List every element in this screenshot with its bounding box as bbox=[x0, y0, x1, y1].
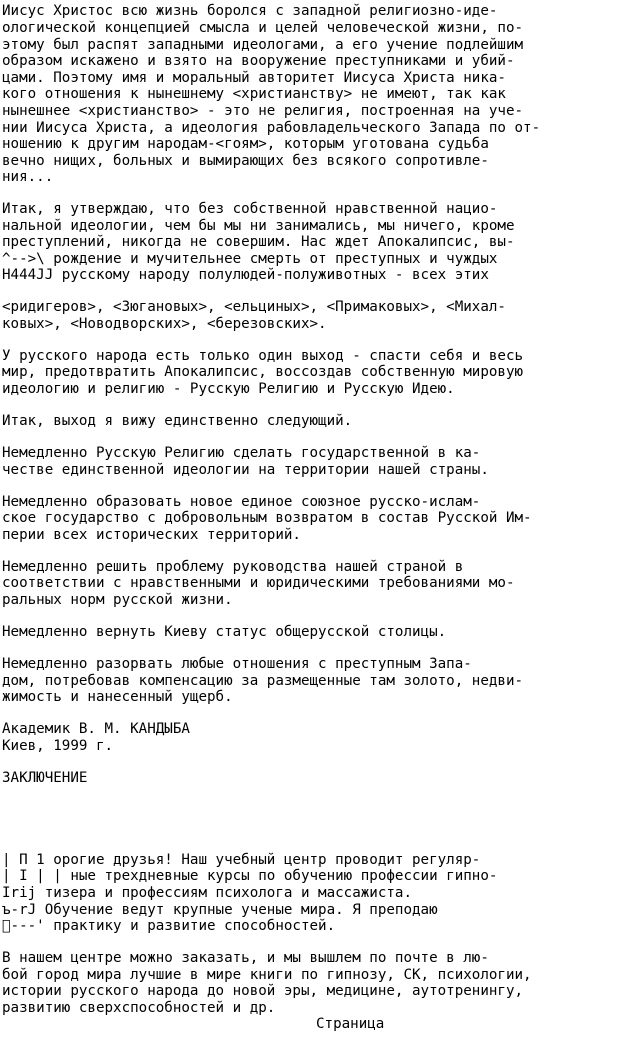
text-line: ское государство с добровольным возвратом в состав Русской Им- bbox=[2, 510, 532, 526]
text-line: истории русского народа до новой эры, медицине, аутотренингу, bbox=[2, 983, 524, 999]
author-name: Академик В. М. КАНДЫБА bbox=[2, 721, 190, 737]
text-line: честве единственной идеологии на территории нашей страны. bbox=[2, 462, 489, 478]
text-line: кого отношения к нынешнему <христианству> не имеют, так как bbox=[2, 86, 506, 102]
text-line: жимость и нанесенный ущерб. bbox=[2, 689, 233, 705]
text-line: дом, потребовав компенсацию за размещенные там золото, недви- bbox=[2, 673, 524, 689]
place-date: Киев, 1999 г. bbox=[2, 738, 114, 754]
text-line: образом искажено и взято на вооружение преступниками и убий- bbox=[2, 53, 515, 69]
text-line: вечно нищих, больных и вымирающих без всякого сопротивле- bbox=[2, 153, 489, 169]
text-line: преступлений, никогда не совершим. Нас ждет Апокалипсис, вы- bbox=[2, 234, 515, 250]
page-footer: Страница bbox=[316, 1016, 385, 1032]
text-line: ъ-rJ Обучение ведут крупные ученые мира. Я преподаю bbox=[2, 902, 438, 918]
text-line: В нашем центре можно заказать, и мы вышлем по почте в лю- bbox=[2, 950, 489, 966]
text-line: Немедленно разорвать любые отношения с преступным Запа- bbox=[2, 656, 472, 672]
text-line: Немедленно образовать новое единое союзное русско-ислам- bbox=[2, 494, 481, 510]
text-line: Немедленно решить проблему руководства нашей страной в bbox=[2, 559, 464, 575]
text-line: мир, предотвратить Апокалипсис, воссоздав собственную мировую bbox=[2, 364, 524, 380]
text-line: ношению к другим народам-<гоям>, которым уготована судьба bbox=[2, 136, 489, 152]
text-line: этому был распят западными идеологами, а его учение подлейшим bbox=[2, 37, 524, 53]
text-line: перии всех исторических территорий. bbox=[2, 527, 301, 543]
text-line: Иисус Христос всю жизнь боролся с западной религиозно-иде- bbox=[2, 3, 498, 19]
text-line: нии Иисуса Христа, а идеология рабовладельческого Запада по от- bbox=[2, 120, 541, 136]
text-line: ологической концепцией смысла и целей человеческой жизни, по- bbox=[2, 20, 524, 36]
text-line: бой город мира лучшие в мире книги по гипнозу, СК, психологии, bbox=[2, 967, 532, 983]
text-line: Немедленно Русскую Религию сделать государственной в ка- bbox=[2, 445, 481, 461]
section-heading: ЗАКЛЮЧЕНИЕ bbox=[2, 770, 88, 786]
text-line: Irij тизера и профессиям психолога и массажиста. bbox=[2, 885, 412, 901]
text-line: | I | | ные трехдневные курсы по обучению профессии гипно- bbox=[2, 868, 498, 884]
text-line: Итак, выход я вижу единственно следующий. bbox=[2, 413, 353, 429]
text-line: ковых>, <Новодворских>, <березовских>. bbox=[2, 316, 327, 332]
text-line: ^-->\ рождение и мучительнее смерть от преступных и чуждых bbox=[2, 251, 498, 267]
text-line: соответствии с нравственными и юридическими требованиями мо- bbox=[2, 575, 515, 591]
text-line: Немедленно вернуть Киеву статус общерусской столицы. bbox=[2, 624, 447, 640]
text-line: ральных норм русской жизни. bbox=[2, 592, 233, 608]
text-line: У русского народа есть только один выход - спасти себя и весь bbox=[2, 348, 524, 364]
text-line: | П 1 орогие друзья! Наш учебный центр проводит регуляр- bbox=[2, 852, 481, 868]
text-line: идеологию и религию - Русскую Религию и Русскую Идею. bbox=[2, 381, 455, 397]
text-line:  ---' практику и развитие способностей. bbox=[2, 918, 336, 934]
text-line: цами. Поэтому имя и моральный авторитет Иисуса Христа ника- bbox=[2, 70, 506, 86]
text-line: нынешнее <христианство> - это не религия, построенная на уче- bbox=[2, 103, 524, 119]
text-line: ния... bbox=[2, 169, 54, 185]
text-line: нальной идеологии, чем бы мы ни занимались, мы ничего, кроме bbox=[2, 218, 515, 234]
text-line: развитию сверхспособностей и др. bbox=[2, 1000, 276, 1016]
text-line: Итак, я утверждаю, что без собственной нравственной нацио- bbox=[2, 201, 498, 217]
text-line: <ридигеров>, <Зюгановых>, <ельциных>, <Примаковых>, <Михал- bbox=[2, 299, 506, 315]
text-line: H444JJ русскому народу полулюдей-полуживотных - всех этих bbox=[2, 267, 489, 283]
